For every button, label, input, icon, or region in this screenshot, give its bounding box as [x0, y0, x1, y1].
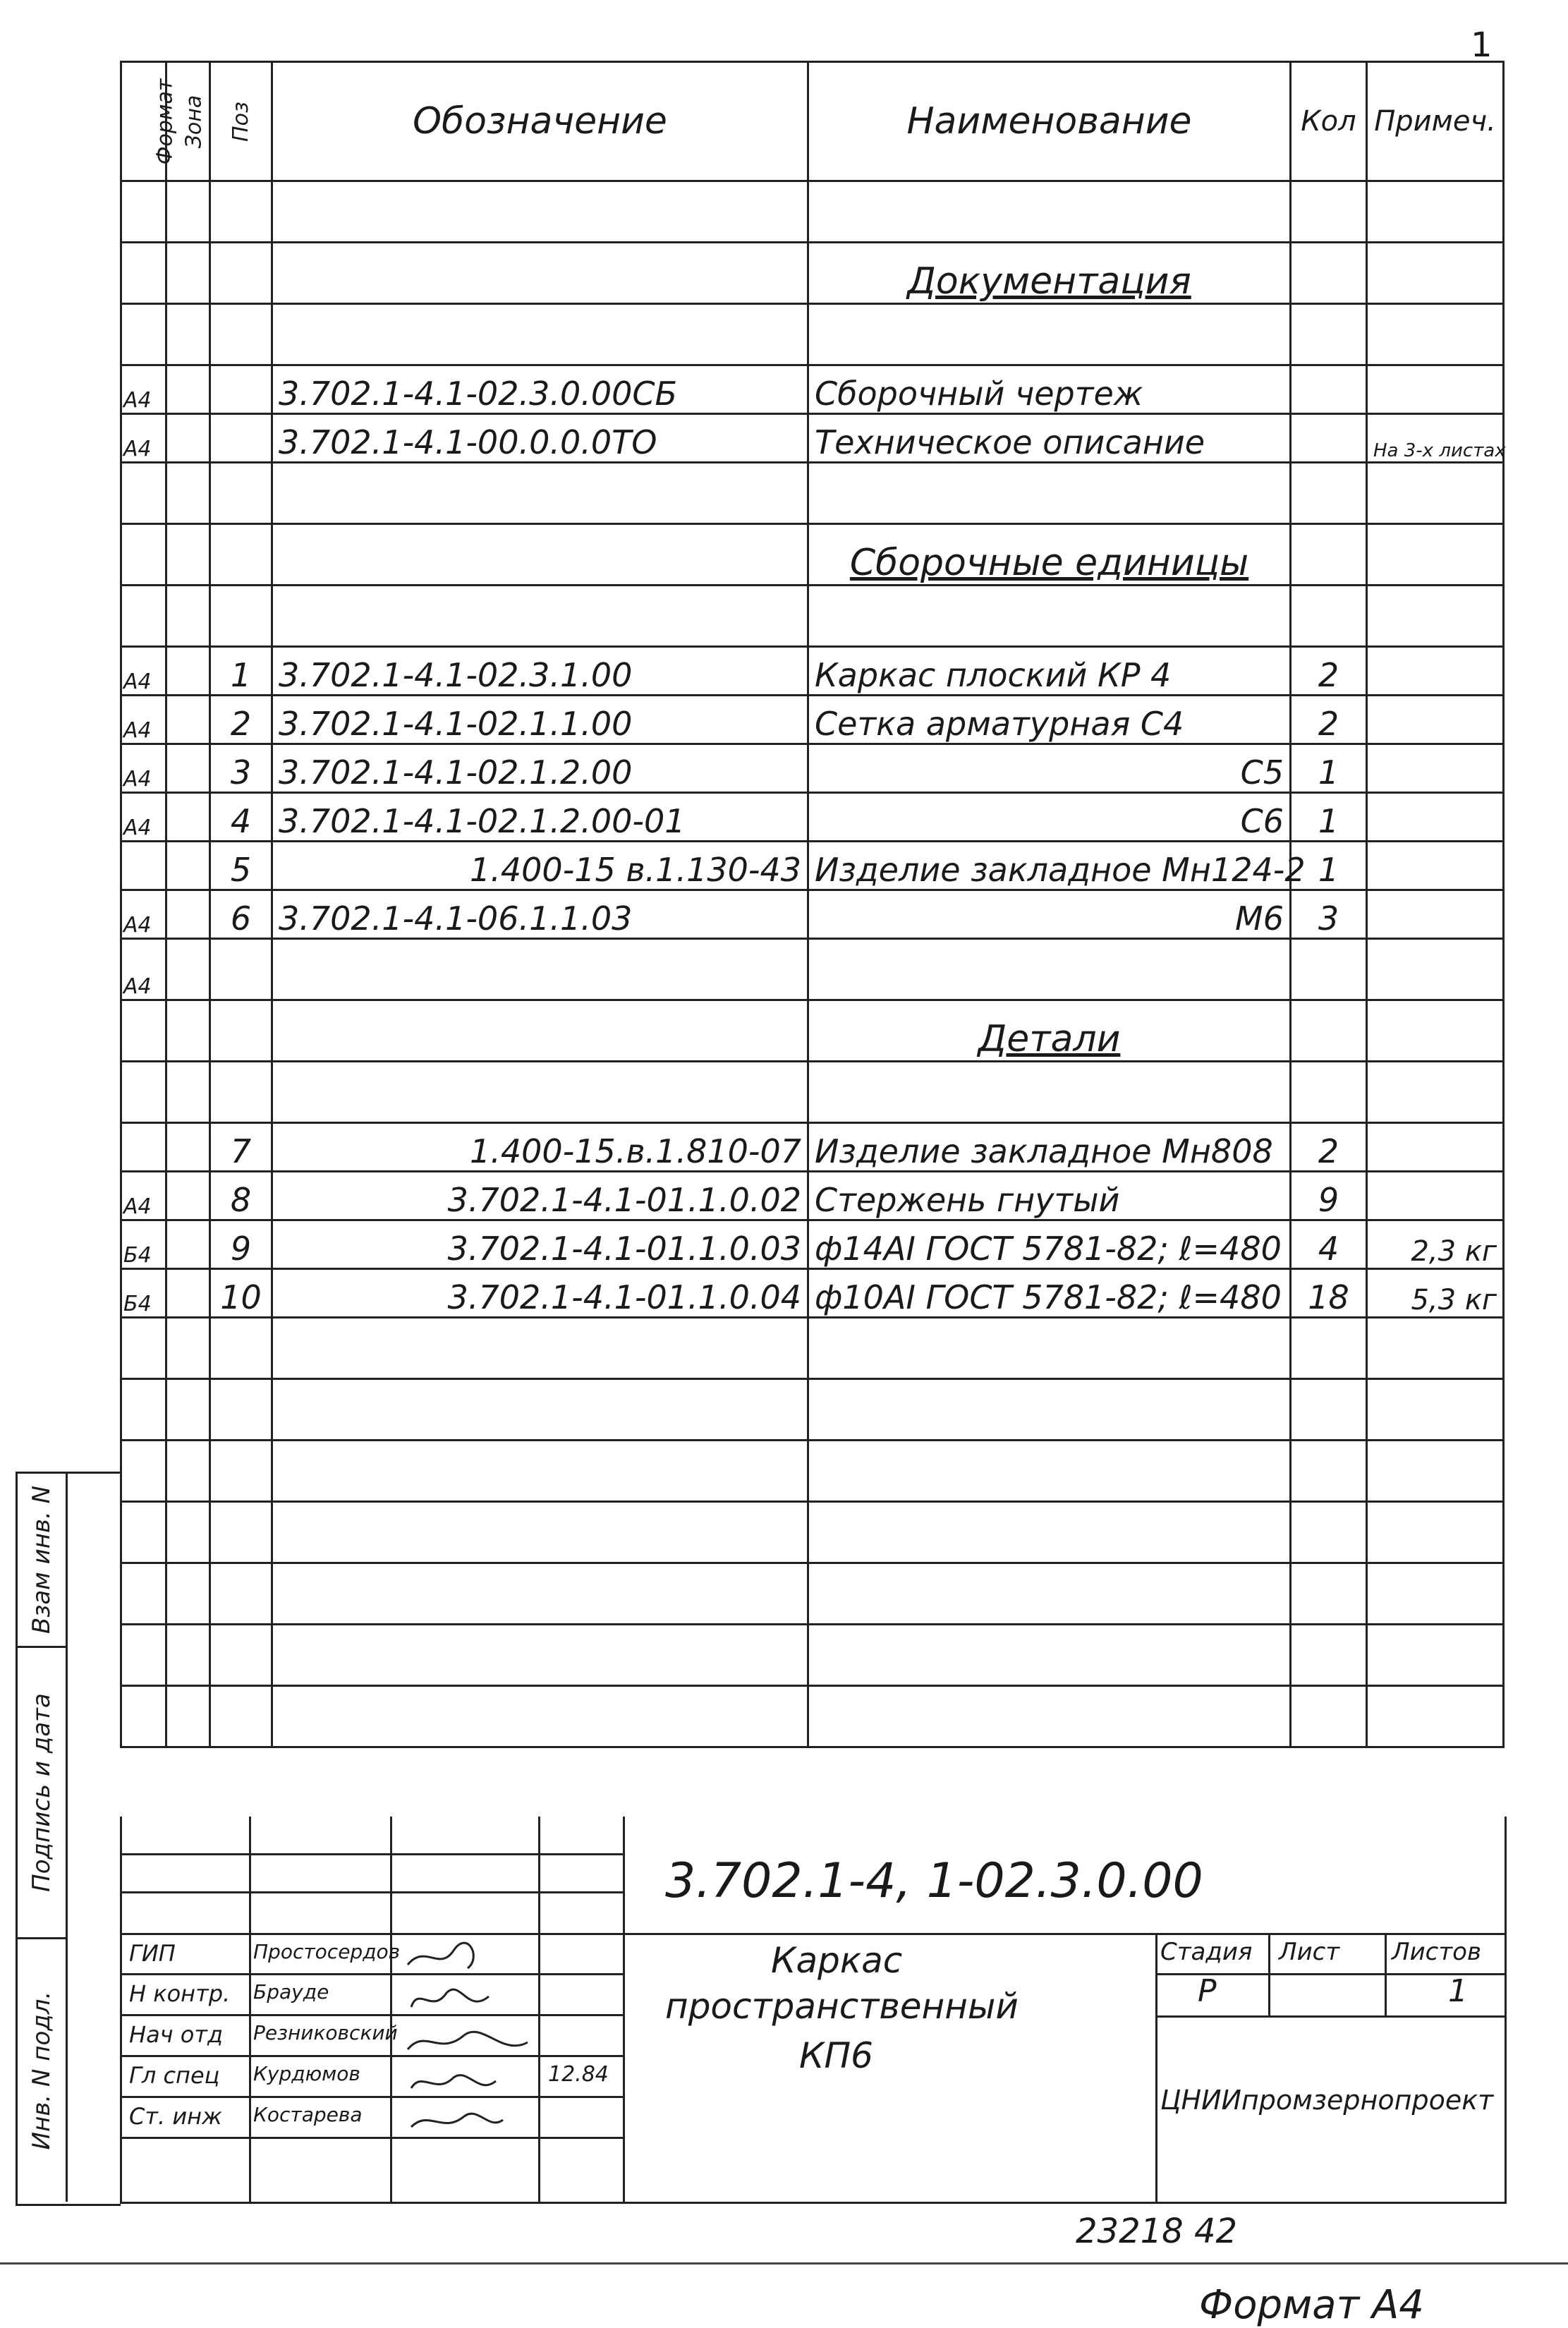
note-cell: 2,3 кг: [1367, 1220, 1504, 1269]
format-cell: [121, 1123, 166, 1172]
pos-cell: [210, 1000, 272, 1062]
name-cell: Документация: [808, 243, 1291, 304]
note-cell: 5,3 кг: [1367, 1269, 1504, 1318]
table-row: [121, 1172, 1504, 1220]
pos-cell: [210, 1563, 272, 1625]
sign-date-label: Подпись и дата: [28, 1693, 56, 1892]
header-designation: Обозначение: [272, 62, 808, 181]
pos-cell: [210, 463, 272, 524]
pos-cell: [210, 1441, 272, 1502]
format-cell: [121, 1563, 166, 1625]
qty-cell: [1291, 243, 1367, 304]
role-2: Нач отд: [129, 2021, 224, 2048]
pos-cell: [210, 1502, 272, 1563]
pos-cell: [210, 181, 272, 243]
designation-cell: [272, 1379, 808, 1441]
product-name-line2: пространственный: [665, 1986, 1019, 2027]
stage-label: Стадия: [1160, 1938, 1253, 1966]
name-cell: [808, 1441, 1291, 1502]
qty-cell: 3: [1291, 890, 1367, 939]
note-cell: [1367, 1502, 1504, 1563]
name-cell: [808, 304, 1291, 365]
name-cell: [808, 1379, 1291, 1441]
name-cell: [808, 1062, 1291, 1123]
header-note: Примеч.: [1367, 62, 1504, 181]
note-cell: [1367, 1625, 1504, 1686]
date-value: 12.84: [548, 2062, 609, 2087]
qty-cell: [1291, 1379, 1367, 1441]
qty-cell: 1: [1291, 744, 1367, 793]
qty-cell: [1291, 181, 1367, 243]
qty-cell: [1291, 939, 1367, 1000]
pos-cell: 10: [210, 1269, 272, 1318]
designation-cell: 1.400-15.в.1.810-07: [272, 1123, 808, 1172]
table-row: [121, 647, 1504, 696]
zone-cell: [166, 463, 210, 524]
name-cell: [808, 1686, 1291, 1747]
qty-cell: [1291, 1318, 1367, 1379]
note-cell: [1367, 939, 1504, 1000]
name-cell: Техническое описание: [808, 414, 1291, 463]
designation-cell: [272, 524, 808, 586]
pos-cell: 2: [210, 696, 272, 744]
designation-cell: 3.702.1-4.1-02.1.2.00-01: [272, 793, 808, 842]
specification-body: [121, 181, 1504, 1747]
note-cell: [1367, 1123, 1504, 1172]
name-cell: ф10АI ГОСТ 5781-82; ℓ=480: [808, 1269, 1291, 1318]
designation-cell: 3.702.1-4.1-01.1.0.04: [272, 1269, 808, 1318]
table-row: [121, 1220, 1504, 1269]
name-cell: Стержень гнутый: [808, 1172, 1291, 1220]
organization: ЦНИИпромзернопроект: [1160, 2085, 1494, 2116]
zone-cell: [166, 1318, 210, 1379]
note-cell: [1367, 696, 1504, 744]
format-cell: [121, 1318, 166, 1379]
name-cell: Сетка арматурная С4: [808, 696, 1291, 744]
note-cell: [1367, 793, 1504, 842]
role-0: ГИП: [129, 1940, 176, 1967]
note-cell: [1367, 647, 1504, 696]
table-row: [121, 1441, 1504, 1502]
designation-cell: [272, 1062, 808, 1123]
table-row: [121, 463, 1504, 524]
designation-cell: 3.702.1-4.1-02.3.0.00СБ: [272, 365, 808, 414]
designation-cell: [272, 1686, 808, 1747]
zone-cell: [166, 744, 210, 793]
designation-cell: 3.702.1-4.1-02.1.1.00: [272, 696, 808, 744]
designation-cell: [272, 1625, 808, 1686]
format-cell: Б4: [121, 1220, 166, 1269]
name-cell: С6: [808, 793, 1291, 842]
designation-cell: 1.400-15 в.1.130-43: [272, 842, 808, 890]
product-name-line1: Каркас: [771, 1940, 903, 1981]
note-cell: [1367, 243, 1504, 304]
inv-swap-label: Взам инв. N: [28, 1485, 56, 1635]
table-row: [121, 365, 1504, 414]
pos-cell: [210, 304, 272, 365]
left-stamp-column: [16, 1472, 121, 2206]
zone-cell: [166, 1062, 210, 1123]
format-cell: [121, 842, 166, 890]
designation-cell: [272, 1502, 808, 1563]
name-cell: [808, 586, 1291, 647]
qty-cell: [1291, 1625, 1367, 1686]
name-cell: Сборочный чертеж: [808, 365, 1291, 414]
zone-cell: [166, 939, 210, 1000]
pos-cell: 9: [210, 1220, 272, 1269]
role-3: Гл спец: [129, 2062, 220, 2089]
qty-cell: [1291, 1563, 1367, 1625]
zone-cell: [166, 793, 210, 842]
table-row: [121, 1062, 1504, 1123]
format-cell: А4: [121, 890, 166, 939]
table-row: [121, 586, 1504, 647]
pos-cell: 7: [210, 1123, 272, 1172]
designation-cell: 3.702.1-4.1-06.1.1.03: [272, 890, 808, 939]
designation-cell: [272, 939, 808, 1000]
name-cell: [808, 1318, 1291, 1379]
format-cell: [121, 1062, 166, 1123]
note-cell: [1367, 304, 1504, 365]
table-row: [121, 414, 1504, 463]
handwritten-signatures: [397, 1936, 531, 2141]
format-cell: [121, 304, 166, 365]
designation-cell: 3.702.1-4.1-02.1.2.00: [272, 744, 808, 793]
table-row: [121, 1123, 1504, 1172]
sheet-label: Лист: [1279, 1938, 1340, 1966]
designation-cell: [272, 181, 808, 243]
designation-cell: [272, 1441, 808, 1502]
table-row: [121, 939, 1504, 1000]
name-cell: Каркас плоский КР 4: [808, 647, 1291, 696]
note-cell: [1367, 586, 1504, 647]
format-cell: [121, 1686, 166, 1747]
pos-cell: [210, 939, 272, 1000]
format-cell: А4: [121, 365, 166, 414]
table-header-row: [121, 62, 1504, 181]
bottom-rule: [0, 2262, 1568, 2265]
pos-cell: 4: [210, 793, 272, 842]
zone-cell: [166, 1686, 210, 1747]
name-cell: [808, 939, 1291, 1000]
table-row: [121, 842, 1504, 890]
pos-cell: [210, 1062, 272, 1123]
section-row: [121, 243, 1504, 304]
format-cell: [121, 586, 166, 647]
document-code: 3.702.1-4, 1-02.3.0.00: [665, 1853, 1203, 1909]
sheets-label: Листов: [1392, 1938, 1482, 1966]
format-cell: [121, 524, 166, 586]
format-cell: А4: [121, 793, 166, 842]
inv-orig-cell: [18, 1939, 68, 2202]
note-cell: [1367, 842, 1504, 890]
format-cell: А4: [121, 1172, 166, 1220]
pos-cell: [210, 1379, 272, 1441]
inventory-number: 23218 42: [1076, 2212, 1238, 2251]
section-row: [121, 524, 1504, 586]
section-row: [121, 1000, 1504, 1062]
pos-cell: [210, 524, 272, 586]
format-cell: А4: [121, 939, 166, 1000]
header-format: Формат: [121, 62, 166, 181]
zone-cell: [166, 842, 210, 890]
table-row: [121, 1502, 1504, 1563]
corner-mark: 1: [1471, 25, 1493, 65]
note-cell: [1367, 181, 1504, 243]
note-cell: [1367, 890, 1504, 939]
product-name-line3: КП6: [799, 2035, 873, 2076]
pos-cell: [210, 243, 272, 304]
designation-cell: [272, 1563, 808, 1625]
table-row: [121, 304, 1504, 365]
note-cell: [1367, 1441, 1504, 1502]
zone-cell: [166, 586, 210, 647]
pos-cell: 8: [210, 1172, 272, 1220]
pos-cell: [210, 1625, 272, 1686]
designation-cell: [272, 463, 808, 524]
format-cell: [121, 463, 166, 524]
zone-cell: [166, 647, 210, 696]
qty-cell: 2: [1291, 696, 1367, 744]
format-cell: [121, 1441, 166, 1502]
format-cell: А4: [121, 696, 166, 744]
zone-cell: [166, 1000, 210, 1062]
pos-cell: 3: [210, 744, 272, 793]
note-cell: [1367, 744, 1504, 793]
zone-cell: [166, 1379, 210, 1441]
sheets-value: 1: [1448, 1973, 1468, 2009]
designation-cell: [272, 1000, 808, 1062]
name-2: Резниковский: [253, 2021, 398, 2044]
zone-cell: [166, 1502, 210, 1563]
name-cell: М6: [808, 890, 1291, 939]
zone-cell: [166, 1269, 210, 1318]
table-row: [121, 890, 1504, 939]
qty-cell: 4: [1291, 1220, 1367, 1269]
qty-cell: [1291, 586, 1367, 647]
sheet-format: Формат А4: [1199, 2282, 1424, 2328]
role-4: Ст. инж: [129, 2103, 222, 2130]
zone-cell: [166, 1123, 210, 1172]
table-row: [121, 1625, 1504, 1686]
format-cell: [121, 1000, 166, 1062]
table-row: [121, 793, 1504, 842]
zone-cell: [166, 181, 210, 243]
qty-cell: [1291, 1502, 1367, 1563]
zone-cell: [166, 243, 210, 304]
sign-date-cell: [18, 1648, 68, 1939]
qty-cell: [1291, 1062, 1367, 1123]
name-cell: [808, 1625, 1291, 1686]
designation-cell: [272, 1318, 808, 1379]
designation-cell: 3.702.1-4.1-02.3.1.00: [272, 647, 808, 696]
note-cell: [1367, 1686, 1504, 1747]
table-row: [121, 744, 1504, 793]
zone-cell: [166, 1172, 210, 1220]
table-row: [121, 1269, 1504, 1318]
specification-table: [120, 61, 1505, 1748]
name-cell: [808, 1563, 1291, 1625]
note-cell: [1367, 1318, 1504, 1379]
format-cell: [121, 1625, 166, 1686]
name-cell: Изделие закладное Мн808: [808, 1123, 1291, 1172]
zone-cell: [166, 1563, 210, 1625]
qty-cell: [1291, 304, 1367, 365]
designation-cell: [272, 586, 808, 647]
qty-cell: [1291, 524, 1367, 586]
name-cell: С5: [808, 744, 1291, 793]
name-cell: Детали: [808, 1000, 1291, 1062]
format-cell: А4: [121, 414, 166, 463]
header-name: Наименование: [808, 62, 1291, 181]
qty-cell: 1: [1291, 793, 1367, 842]
header-pos: Поз: [210, 62, 272, 181]
pos-cell: 5: [210, 842, 272, 890]
note-cell: На 3-х листах: [1367, 414, 1504, 463]
note-cell: [1367, 1172, 1504, 1220]
name-1: Брауде: [253, 1980, 329, 2003]
note-cell: [1367, 463, 1504, 524]
designation-cell: [272, 243, 808, 304]
table-row: [121, 1318, 1504, 1379]
note-cell: [1367, 1000, 1504, 1062]
zone-cell: [166, 365, 210, 414]
table-row: [121, 1686, 1504, 1747]
header-qty: Кол: [1291, 62, 1367, 181]
note-cell: [1367, 365, 1504, 414]
qty-cell: 9: [1291, 1172, 1367, 1220]
pos-cell: [210, 1318, 272, 1379]
qty-cell: 1: [1291, 842, 1367, 890]
name-cell: Изделие закладное Мн124-2: [808, 842, 1291, 890]
table-row: [121, 696, 1504, 744]
note-cell: [1367, 524, 1504, 586]
qty-cell: 2: [1291, 1123, 1367, 1172]
format-cell: Б4: [121, 1269, 166, 1318]
name-cell: Сборочные единицы: [808, 524, 1291, 586]
designation-cell: 3.702.1-4.1-01.1.0.02: [272, 1172, 808, 1220]
qty-cell: [1291, 463, 1367, 524]
zone-cell: [166, 524, 210, 586]
format-cell: [121, 1379, 166, 1441]
pos-cell: [210, 365, 272, 414]
name-0: Простосердов: [253, 1940, 401, 1963]
pos-cell: [210, 1686, 272, 1747]
name-cell: [808, 181, 1291, 243]
role-1: Н контр.: [129, 1980, 231, 2007]
note-cell: [1367, 1379, 1504, 1441]
format-cell: [121, 181, 166, 243]
zone-cell: [166, 890, 210, 939]
table-row: [121, 1379, 1504, 1441]
format-cell: [121, 1502, 166, 1563]
zone-cell: [166, 1441, 210, 1502]
pos-cell: [210, 414, 272, 463]
title-block: [120, 1817, 1507, 2204]
table-row: [121, 1563, 1504, 1625]
name-3: Курдюмов: [253, 2062, 360, 2085]
zone-cell: [166, 1625, 210, 1686]
zone-cell: [166, 696, 210, 744]
inv-swap-cell: [18, 1474, 68, 1648]
format-cell: [121, 243, 166, 304]
pos-cell: [210, 586, 272, 647]
note-cell: [1367, 1563, 1504, 1625]
designation-cell: 3.702.1-4.1-01.1.0.03: [272, 1220, 808, 1269]
zone-cell: [166, 414, 210, 463]
format-cell: А4: [121, 647, 166, 696]
designation-cell: 3.702.1-4.1-00.0.0.0ТО: [272, 414, 808, 463]
stage-value: Р: [1198, 1973, 1217, 2009]
qty-cell: [1291, 414, 1367, 463]
format-cell: А4: [121, 744, 166, 793]
zone-cell: [166, 304, 210, 365]
qty-cell: [1291, 365, 1367, 414]
name-cell: ф14АI ГОСТ 5781-82; ℓ=480: [808, 1220, 1291, 1269]
name-4: Костарева: [253, 2103, 363, 2126]
pos-cell: 6: [210, 890, 272, 939]
zone-cell: [166, 1220, 210, 1269]
table-row: [121, 181, 1504, 243]
header-zone: Зона: [166, 62, 210, 181]
qty-cell: 2: [1291, 647, 1367, 696]
note-cell: [1367, 1062, 1504, 1123]
qty-cell: [1291, 1441, 1367, 1502]
qty-cell: [1291, 1000, 1367, 1062]
name-cell: [808, 1502, 1291, 1563]
name-cell: [808, 463, 1291, 524]
inv-orig-label: Инв. N подл.: [28, 1991, 56, 2150]
qty-cell: [1291, 1686, 1367, 1747]
designation-cell: [272, 304, 808, 365]
pos-cell: 1: [210, 647, 272, 696]
qty-cell: 18: [1291, 1269, 1367, 1318]
